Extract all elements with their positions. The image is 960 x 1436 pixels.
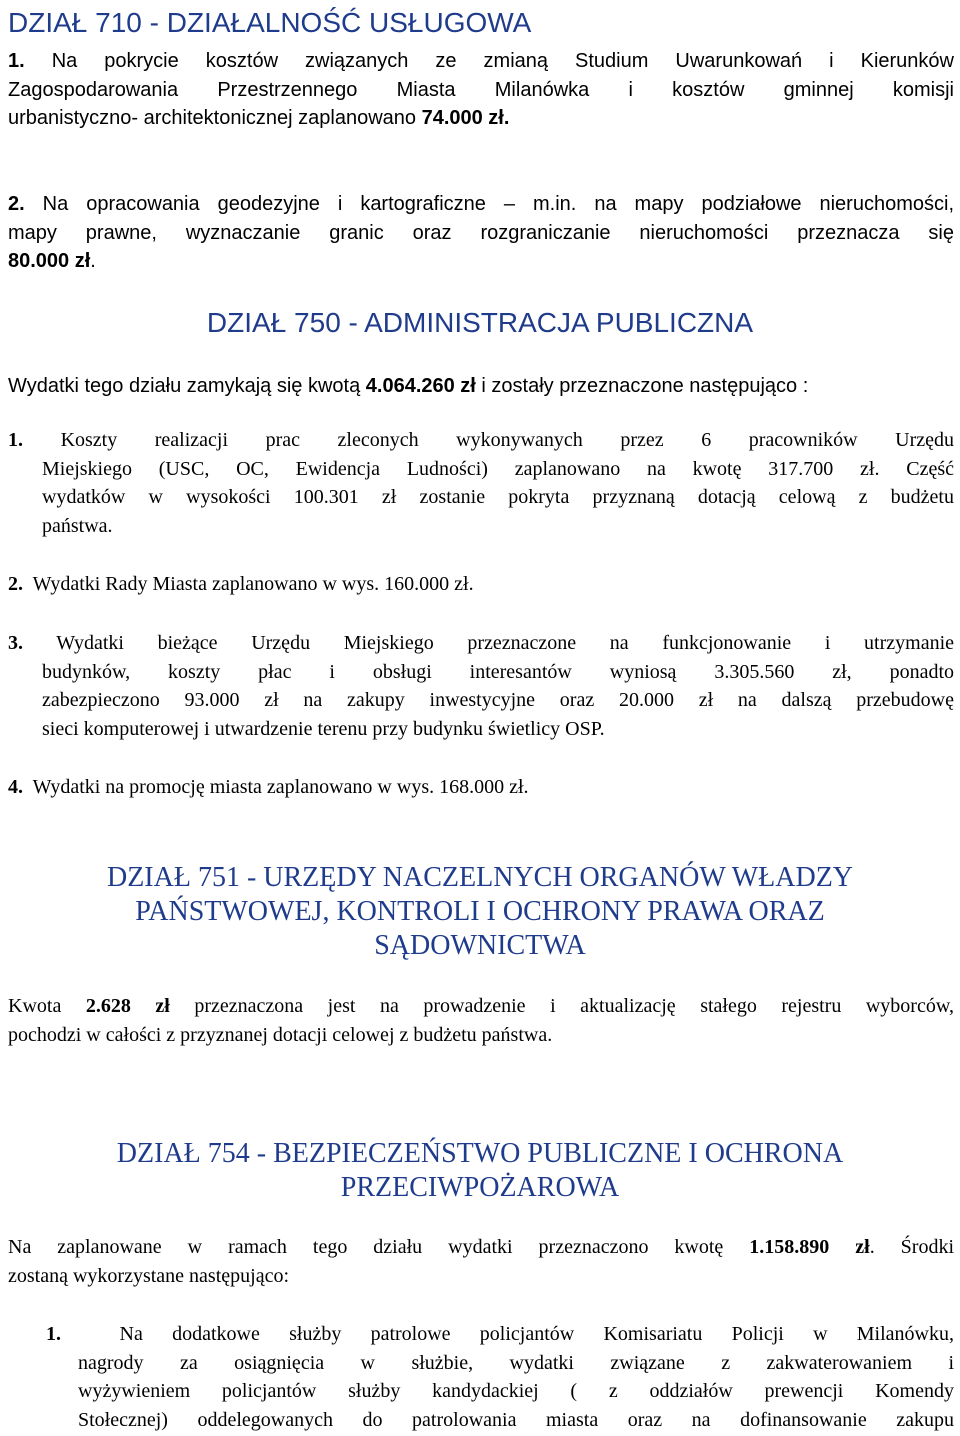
amount-80000: 80.000 zł (8, 250, 91, 272)
section-751-heading: DZIAŁ 751 - URZĘDY NACZELNYCH ORGANÓW WŁADZY PAŃSTWOWEJ, KONTROLI I OCHRONY PRAWA ORAZ SĄDOWNICTWA (106, 862, 854, 961)
section-754-heading: DZIAŁ 754 - BEZPIECZEŃSTWO PUBLICZNE I OCHRONA PRZECIWPOŻAROWA (116, 1138, 844, 1203)
section-754-item-1: 1. Na dodatkowe służby patrolowe policjantów Komisariatu Policji w Milanówku, nagrody za osiągnięcia w służbie, wydatki związane z zakwaterowaniem i wyżywieniem policjantów służby kandydackiej ( z oddziałów prewencji Komendy Stołecznej) oddelegowanych do patrolowania miasta oraz na dofinansowanie zakupu (46, 1323, 954, 1431)
item-number: 2. (8, 573, 23, 595)
amount-74000: 74.000 zł. (421, 107, 510, 129)
section-750-heading: DZIAŁ 750 - ADMINISTRACJA PUBLICZNA (206, 307, 754, 338)
section-750-intro: Wydatki tego działu zamykają się kwotą 4.064.260 zł i zostały przeznaczone następująco : (8, 375, 809, 397)
item-number: 1. (46, 1323, 61, 1345)
section-754-intro: Na zaplanowane w ramach tego działu wydatki przeznaczono kwotę 1.158.890 zł. Środki zostaną wykorzystane następująco: (8, 1236, 954, 1287)
section-750-item-3: 3. Wydatki bieżące Urzędu Miejskiego przeznaczone na funkcjonowanie i utrzymanie budynków, koszty płac i obsługi interesantów wyniosą 3.305.560 zł, ponadto zabezpieczono 93.000 zł na zakupy inwestycyjne oraz 20.000 zł na dalszą przebudowę sieci komputerowej i utwardzenie terenu przy budynku świetlicy OSP. (8, 632, 955, 740)
item-number: 2. (8, 193, 25, 215)
section-750-item-2: 2. Wydatki Rady Miasta zaplanowano w wys. 160.000 zł. (8, 573, 474, 595)
section-710-item-1: 1. Na pokrycie kosztów związanych ze zmianą Studium Uwarunkowań i Kierunków Zagospodarowania Przestrzennego Miasta Milanówka i kosztów gminnej komisji urbanistyczno- architektonicznej zaplanowano 74.000 zł. (8, 50, 954, 129)
section-750-item-1: 1. Koszty realizacji prac zleconych wykonywanych przez 6 pracowników Urzędu Miejskiego (USC, OC, Ewidencja Ludności) zaplanowano na kwotę 317.700 zł. Część wydatków w wysokości 100.301 zł zostanie pokryta przyznaną dotacją celową z budżetu państwa. (8, 429, 955, 537)
section-751-body: Kwota 2.628 zł przeznaczona jest na prowadzenie i aktualizację stałego rejestru wyborców, pochodzi w całości z przyznanej dotacji celowej z budżetu państwa. (8, 995, 954, 1046)
amount-2628: 2.628 zł (85, 995, 170, 1017)
item-number: 1. (8, 50, 25, 72)
item-number: 1. (8, 429, 23, 451)
item-number: 3. (8, 632, 23, 654)
item-number: 4. (8, 776, 23, 798)
section-710-item-2: 2. Na opracowania geodezyjne i kartograficzne – m.in. na mapy podziałowe nieruchomości, mapy prawne, wyznaczanie granic oraz rozgraniczanie nieruchomości przeznacza się 80.000 zł. (8, 193, 954, 272)
amount-4064260: 4.064.260 zł (365, 375, 476, 397)
section-750-item-4: 4. Wydatki na promocję miasta zaplanowano w wys. 168.000 zł. (8, 776, 529, 798)
section-710-heading: DZIAŁ 710 - DZIAŁALNOŚĆ USŁUGOWA (8, 7, 532, 38)
amount-1158890: 1.158.890 zł (749, 1236, 870, 1258)
